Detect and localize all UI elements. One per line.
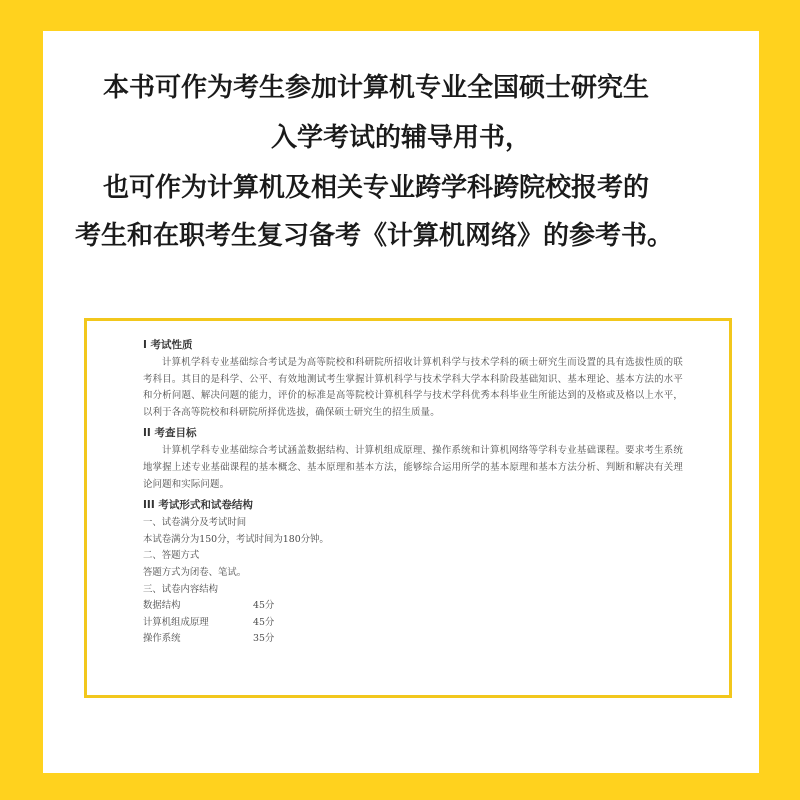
score-row [143,615,683,632]
item-text-method: 答题方式为闭卷、笔试。 [143,566,247,578]
section-title-nature: I 考试性质 [143,339,193,351]
intro-line-4: 考生和在职考生复习备考《计算机网络》的参考书。 [75,221,674,251]
score-row [143,631,683,648]
book-excerpt [84,318,732,698]
item-text-time: 本试卷满分为150分，考试时间为180分钟。 [143,533,329,545]
score-value: 45分 [253,600,275,612]
section-text-goal: 计算机学科专业基础综合考试涵盖数据结构、计算机组成原理、操作系统和计算机网络等学科专业基础课程。要求考生系统地掌握上述专业基础课程的基本概念、基本原理和基本方法，能够综合运用所学的基本原理和基本方法分析、判断和解决有关理论问题和实际问题。 [143,445,683,490]
score-subject: 计算机组成原理 [143,616,209,628]
item-heading-structure: 三、试卷内容结构 [143,583,219,595]
score-subject: 数据结构 [143,600,181,612]
section-title-goal: II 考查目标 [143,427,197,440]
section-title-format: III 考试形式和试卷结构 [143,499,253,512]
item-heading-time: 一、试卷满分及考试时间 [143,517,247,529]
intro-line-1: 本书可作为考生参加计算机专业全国硕士研究生 [103,73,650,103]
content-card [43,31,759,773]
score-value: 35分 [253,633,275,645]
intro-line-3: 也可作为计算机及相关专业跨学科跨院校报考的 [103,173,650,203]
score-subject: 操作系统 [143,633,181,645]
score-value: 45分 [253,616,275,628]
section-text-nature: 计算机学科专业基础综合考试是为高等院校和科研院所招收计算机科学与技术学科的硕士研究生而设置的具有选拔性质的联考科目。其目的是科学、公平、有效地测试考生掌握计算机科学与技术学科大学本科阶段基础知识、基本理论、基本方法的水平和分析问题、解决问题的能力，评价的标准是高等院校计算机科学与技术学科优秀本科毕业生所能达到的及格或及格以上水平，以利于各高等院校和科研院所择优选拔，确保硕士研究生的招生质量。 [143,357,683,418]
intro-line-2: 入学考试的辅导用书， [270,123,531,153]
item-heading-method: 二、答题方式 [143,550,200,562]
score-row [143,598,683,615]
